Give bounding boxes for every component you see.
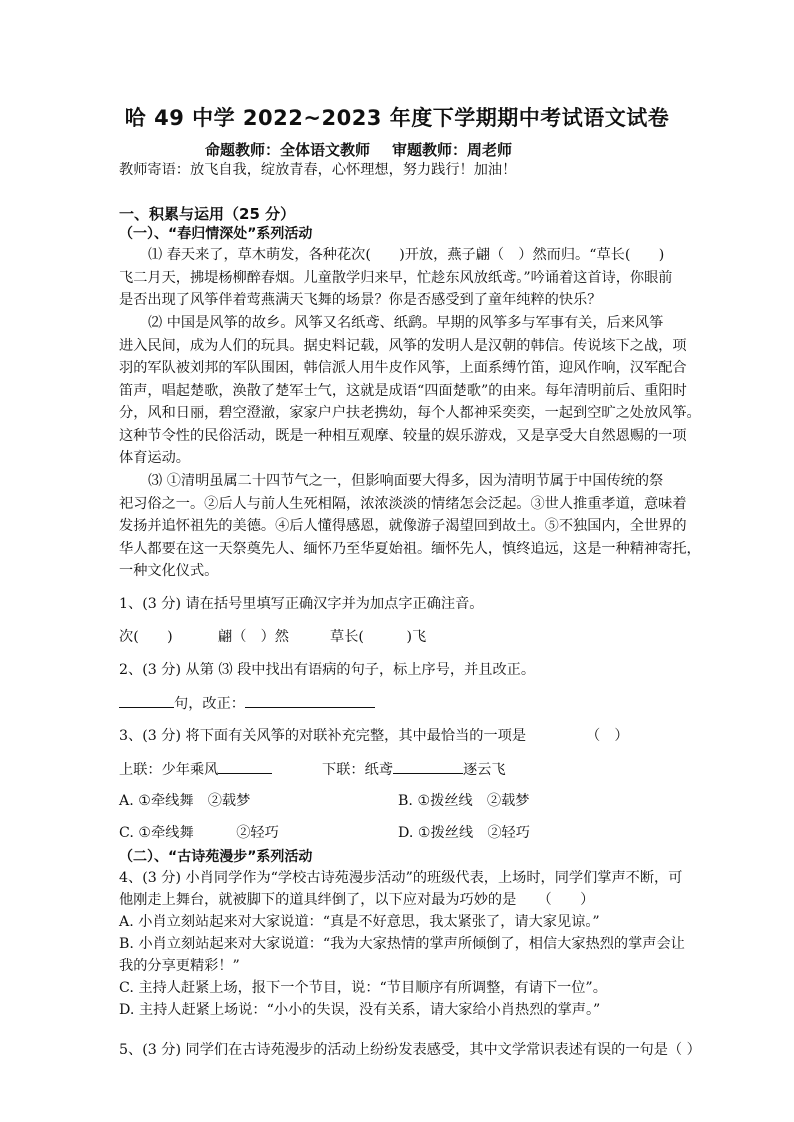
q3-option-b[interactable]: B. ①拨丝线 ②载梦 <box>398 793 530 809</box>
section-heading: 一、积累与运用（25 分） <box>119 205 296 223</box>
q3-option-c[interactable]: C. ①牵线舞 ②轻巧 <box>119 825 279 841</box>
answer-blank[interactable] <box>245 693 375 708</box>
lower-couplet-prefix: 下联：纸鸢 <box>322 762 393 778</box>
paragraph-line: 这种节令性的民俗活动，既是一种相互观摩、较量的娱乐游戏，又是享受大自然恩赐的一项 <box>119 428 687 444</box>
q4-option-b-cont: 我的分享更精彩！” <box>119 958 240 974</box>
q4-option-b[interactable]: B. 小肖立刻站起来对大家说道：“我为大家热情的掌声所倾倒了，相信大家热烈的掌声会让 <box>119 936 685 952</box>
answer-blank[interactable] <box>218 759 272 774</box>
part1-heading: （一）、“春归情深处”系列活动 <box>119 226 313 242</box>
paragraph-line: 进入民间，成为人们的玩具。据史料记载，风筝的发明人是汉朝的韩信。传说垓下之战，项 <box>119 338 687 354</box>
q3-option-a[interactable]: A. ①牵线舞 ②载梦 <box>119 793 251 809</box>
q2-sentence-label: 句，改正： <box>174 696 245 712</box>
exam-authors <box>205 139 512 160</box>
paragraph-line: 华人都要在这一天祭奠先人、缅怀乃至华夏始祖。缅怀先人，慎终追远，这是一种精神寄托， <box>119 541 701 557</box>
q3-lower-couplet <box>322 759 506 780</box>
q1-item-2: 翩（ ）然 <box>218 629 289 645</box>
paragraph-line: 飞二月天，拂堤杨柳醉春烟。儿童散学归来早，忙趁东风放纸鸢。”吟诵着这首诗，你眼前 <box>119 270 673 286</box>
paragraph-line: 一种文化仪式。 <box>119 563 219 579</box>
teacher-message: 教师寄语：放飞自我，绽放青春，心怀理想，努力践行！加油！ <box>119 162 517 178</box>
paragraph-line: 体育运动。 <box>119 450 190 466</box>
q2-answer-line <box>119 693 375 714</box>
q1-item-1: 次( ) <box>119 629 173 645</box>
lower-couplet-suffix: 逐云飞 <box>462 762 506 778</box>
part2-heading: （二）、“古诗苑漫步”系列活动 <box>119 849 313 865</box>
q3-upper-couplet <box>119 759 272 780</box>
setter-label: 命题教师：全体语文教师 <box>205 141 371 159</box>
question-3-stem: 3、(3 分) 将下面有关风筝的对联补充完整，其中最恰当的一项是 <box>119 728 527 744</box>
reviewer-label: 审题教师：周老师 <box>392 141 513 159</box>
paragraph-line: 是否出现了风筝伴着莺燕满天飞舞的场景？你是否感受到了童年纯粹的快乐？ <box>119 292 602 308</box>
question-1-stem: 1、(3 分) 请在括号里填写正确汉字并为加点字正确注音。 <box>119 596 484 612</box>
q1-item-3: 草长( )飞 <box>330 629 427 645</box>
paragraph-line: 祀习俗之一。②后人与前人生死相隔，浓浓淡淡的情绪怎会泛起。③世人推重孝道，意味着 <box>119 496 687 512</box>
exam-title: 哈 49 中学 2022~2023 年度下学期期中考试语文试卷 <box>124 106 670 130</box>
question-2-stem: 2、(3 分) 从第 ⑶ 段中找出有语病的句子，标上序号，并且改正。 <box>119 662 536 678</box>
question-4-line: 他刚走上舞台，就被脚下的道具绊倒了，以下应对最为巧妙的是 （ ） <box>119 892 595 908</box>
question-5-stem: 5、(3 分) 同学们在古诗苑漫步的活动上纷纷发表感受，其中文学常识表述有误的一句是（ ） <box>119 1042 701 1058</box>
q4-option-d[interactable]: D. 主持人赶紧上场说：“小小的失误，没有关系，请大家给小肖热烈的掌声。” <box>119 1002 601 1018</box>
paragraph-line: ⑴ 春天来了，草木萌发，各种花次( )开放，燕子翩（ ）然而归。“草长( ) <box>148 247 665 263</box>
paragraph-line: 分，风和日丽，碧空澄澈，家家户户扶老携幼，每个人都神采奕奕，一起到空旷之处放风筝。 <box>119 405 701 421</box>
paragraph-line: 笛声，唱起楚歌，涣散了楚军士气，这就是成语“四面楚歌”的由来。每年清明前后、重阳时 <box>119 383 687 399</box>
upper-couplet-text: 上联：少年乘风 <box>119 762 219 778</box>
q4-option-c[interactable]: C. 主持人赶紧上场，报下一个节目，说：“节目顺序有所调整，有请下一位”。 <box>119 980 607 996</box>
paragraph-line: ⑵ 中国是风筝的故乡。风筝又名纸鸢、纸鹞。早期的风筝多与军事有关，后来风筝 <box>148 315 664 331</box>
answer-blank[interactable] <box>393 759 463 774</box>
answer-blank[interactable] <box>119 693 174 708</box>
paragraph-line: ⑶ ①清明虽属二十四节气之一，但影响面要大得多，因为清明节属于中国传统的祭 <box>148 473 664 489</box>
paragraph-line: 发扬并追怀祖先的美德。④后人懂得感恩，就像游子渴望回到故土。⑤不独国内，全世界的 <box>119 518 687 534</box>
paragraph-line: 羽的军队被刘邦的军队围困，韩信派人用牛皮作风筝，上面系缚竹笛，迎风作响，汉军配合 <box>119 360 687 376</box>
q4-option-a[interactable]: A. 小肖立刻站起来对大家说道：“真是不好意思，我太紧张了，请大家见谅。” <box>119 914 600 930</box>
q3-option-d[interactable]: D. ①拨丝线 ②轻巧 <box>398 825 530 841</box>
q3-answer-paren[interactable]: （ ） <box>586 728 629 744</box>
question-4-line: 4、(3 分) 小肖同学作为“学校古诗苑漫步活动”的班级代表，上场时，同学们掌声不断，可 <box>119 870 683 886</box>
